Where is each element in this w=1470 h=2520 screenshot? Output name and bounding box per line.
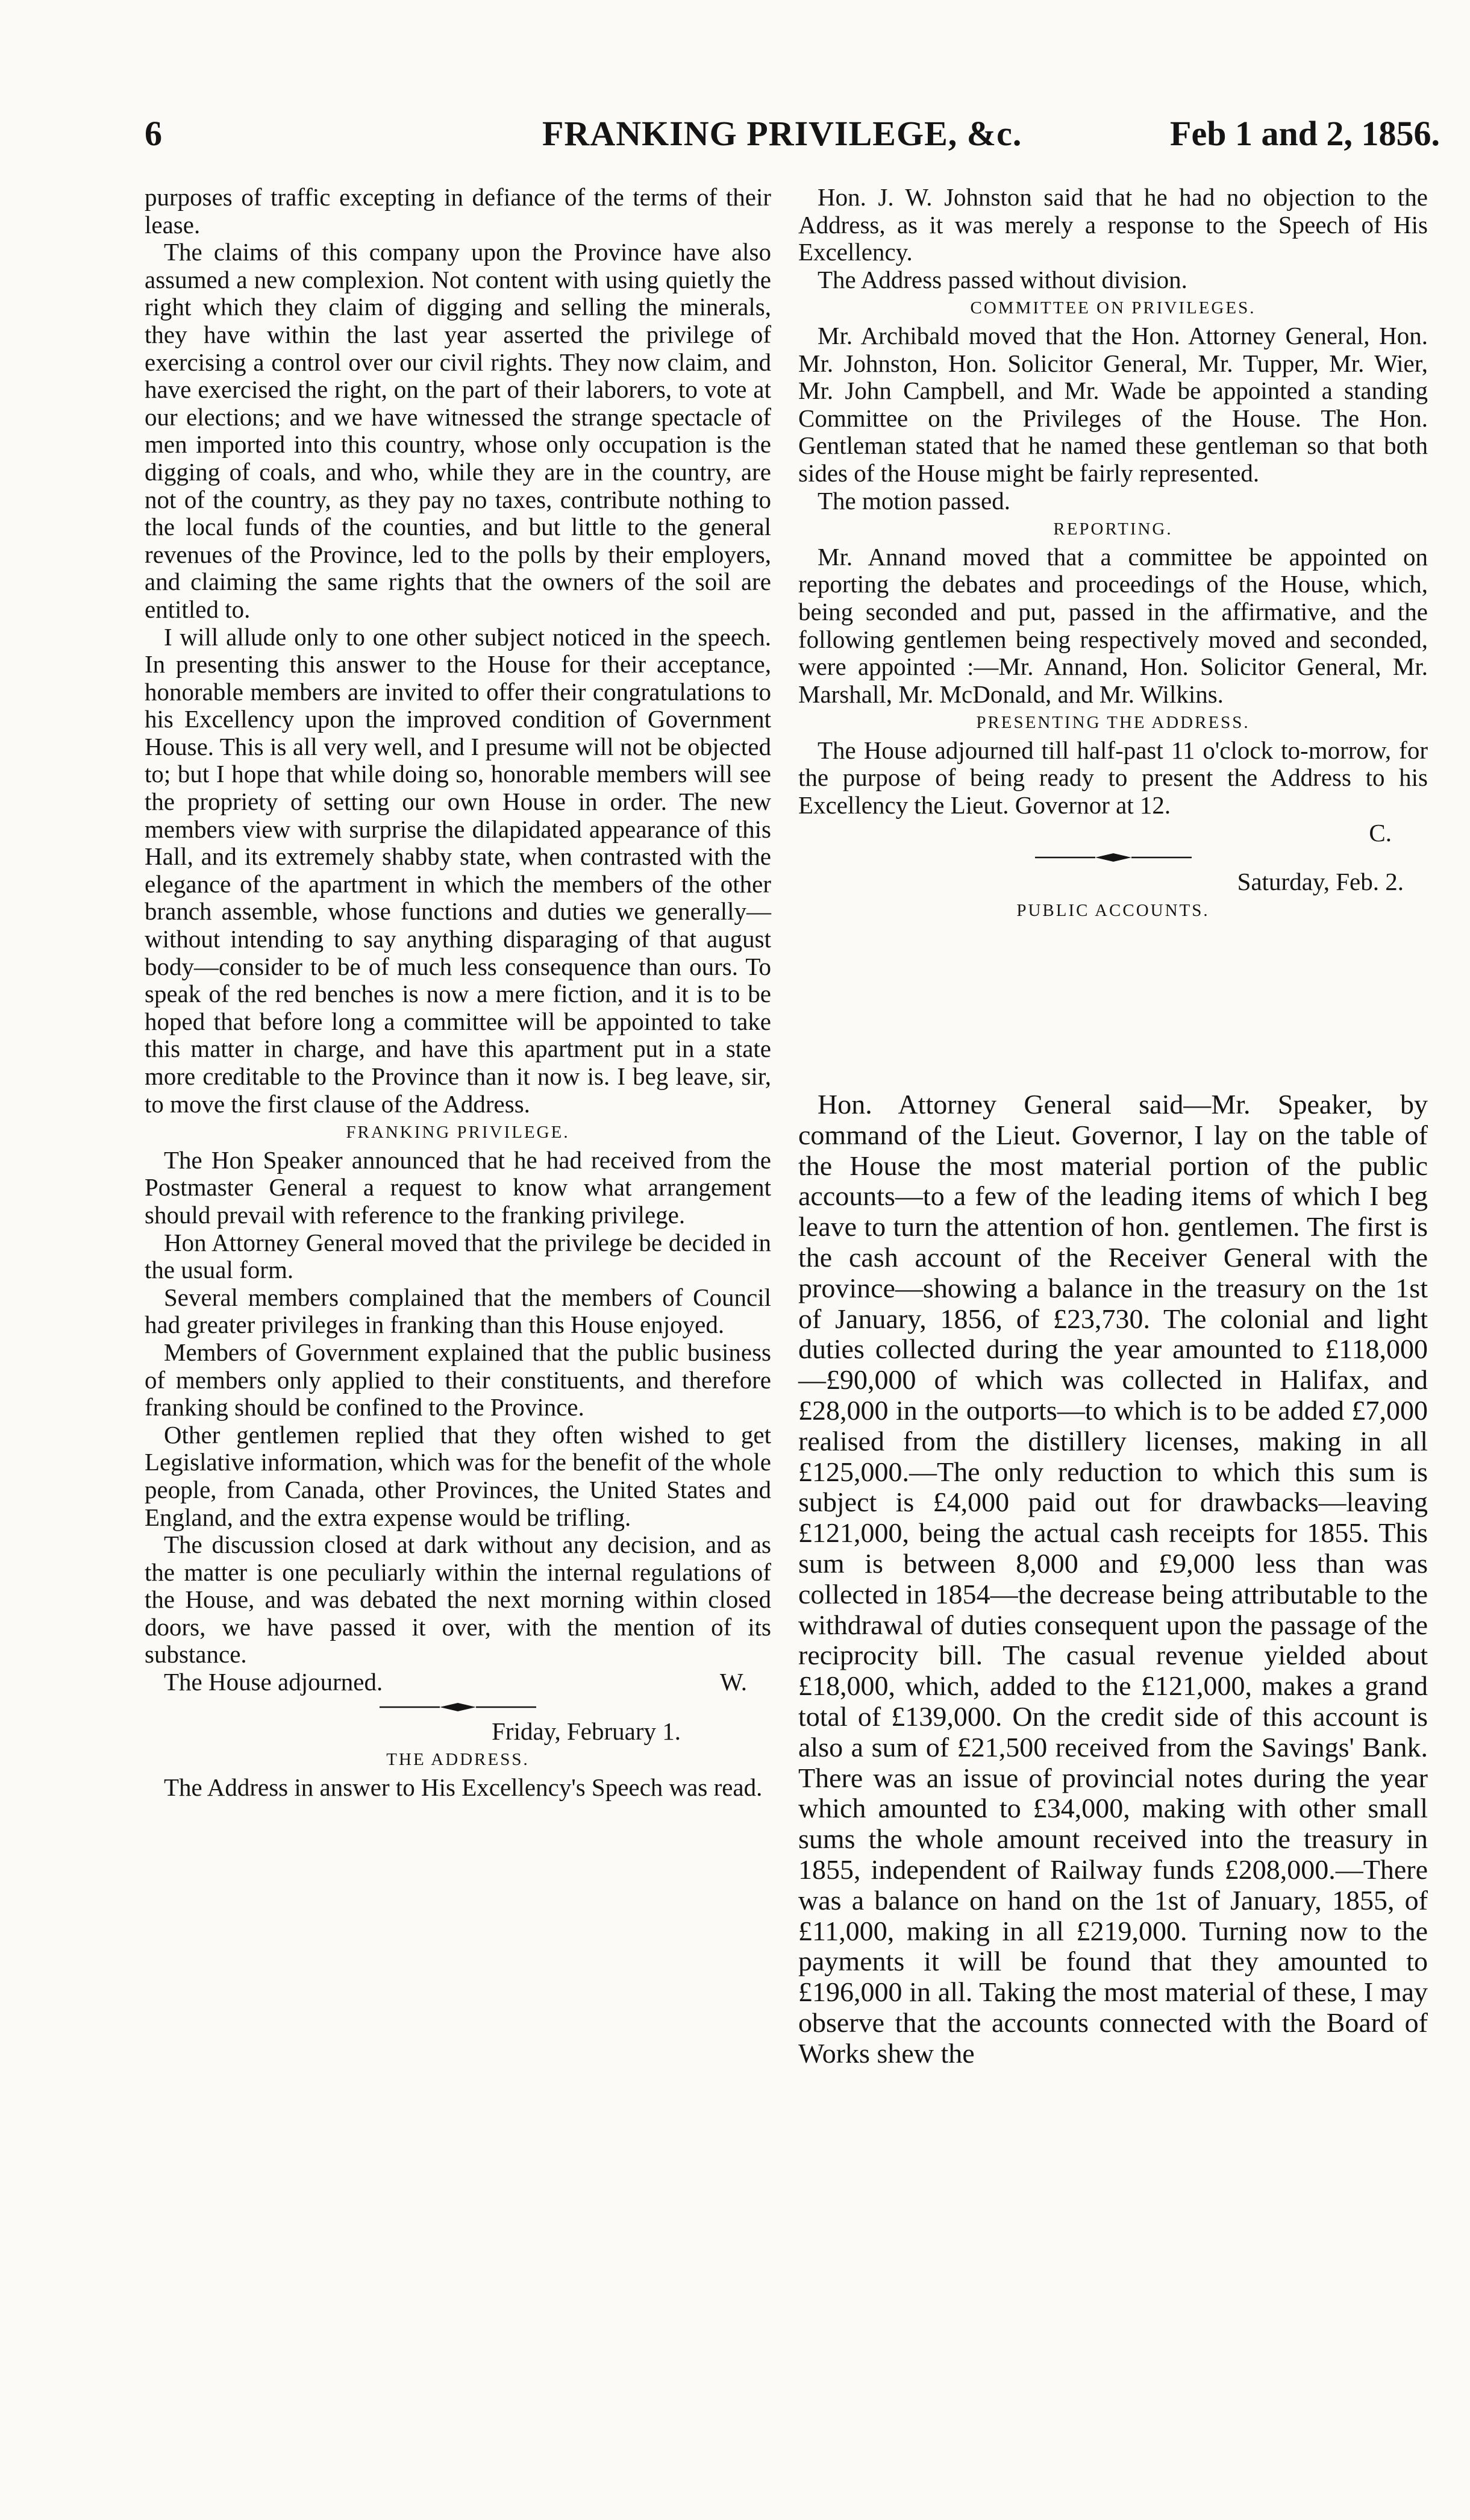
paragraph: The motion passed. (818, 486, 1010, 515)
reporter-initial-line (798, 820, 1428, 847)
paragraph: Hon Attorney General moved that the privilege be decided in the usual form. (145, 1228, 771, 1284)
ornamental-rule (145, 1696, 771, 1718)
section-heading-reporting: REPORTING. (1053, 519, 1173, 539)
ornament-rule-icon (380, 1702, 536, 1712)
paragraph: Hon. J. W. Johnston said that he had no objection to the Address, as it was merely a response to the Speech of His Excellency. (798, 183, 1428, 266)
paragraph: Several members complained that the members of Council had greater privileges in franking than this House enjoyed. (145, 1283, 771, 1339)
reporter-initial: W. (719, 1668, 747, 1696)
paragraph: The House adjourned till half-past 11 o'clock to-morrow, for the purpose of being ready to present the Address to his Excellency the Lieut. Governor at 12. (798, 736, 1428, 820)
paragraph: Hon. Attorney General said—Mr. Speaker, by command of the Lieut. Governor, I lay on the table of the House the most material portion of the public accounts—to a few of the leading items of which I beg leave to turn the attention of hon. gentlemen. The first is the cash account of the Receiver General with the province—showing a balance in the treasury on the 1st of January, 1856, of £23,730. The colonial and light duties collected during the year amounted to £118,000—£90,000 of which was collected in Halifax, and £28,000 in the outports—to which is to be added £7,000 realised from the distillery licenses, making in all £125,000.—The only reduction to which this sum is subject is £4,000 paid out for drawbacks—leaving £121,000, being the actual cash receipts for 1855. This sum is between 8,000 and £9,000 less than was collected in 1854—the decrease being attributable to the withdrawal of duties consequent upon the passage of the reciprocity bill. The casual revenue yielded about £18,000, which, added to the £121,000, makes a grand total of £139,000. On the credit side of this account is also a sum of £21,500 received from the Savings' Bank. There was an issue of provincial notes during the year which amounted to £34,000, making with other small sums the whole amount received into the treasury in 1855, independent of Railway funds £208,000.—There was a balance on hand on the 1st of January, 1855, of £11,000, making in all £219,000. Turning now to the payments it will be found that they amounted to £196,000 in all. Taking the most material of these, I may observe that the accounts connected with the Board of Works shew the (798, 1089, 1428, 2069)
paragraph: The discussion closed at dark without any decision, and as the matter is one peculiarly within the internal regulations of the House, and was debated the next morning within closed doors, we have passed it over, with the mention of its substance. (145, 1531, 771, 1669)
right-column-lower (798, 1089, 1428, 2069)
adjourned-text: The House adjourned. (164, 1668, 383, 1696)
section-heading-franking: FRANKING PRIVILEGE. (346, 1123, 570, 1142)
paragraph: The Hon Speaker announced that he had received from the Postmaster General a request to know what arrangement should prevail with reference to the franking privilege. (145, 1146, 771, 1229)
paragraph: Other gentlemen replied that they often wished to get Legislative information, which was for the benefit of the whole people, from Canada, other Provinces, the United States and England, and the extra expense would be trifling. (145, 1420, 771, 1531)
paragraph: The Address in answer to His Excellency's Speech was read. (164, 1773, 763, 1801)
right-column-upper (798, 184, 1428, 924)
adjournment-line (145, 1669, 771, 1696)
running-title: FRANKING PRIVILEGE, &c. (542, 114, 1022, 153)
header-date: Feb 1 and 2, 1856. (1170, 114, 1440, 153)
section-heading-presenting: PRESENTING THE ADDRESS. (976, 713, 1250, 733)
paragraph: purposes of traffic excepting in defiance of the terms of their lease. (145, 183, 771, 239)
section-heading-committee: COMMITTEE ON PRIVILEGES. (970, 298, 1256, 318)
paragraph: Mr. Annand moved that a committee be appointed on reporting the debates and proceedings of the House, which, being seconded and put, passed in the affirmative, and the following gentlemen being respectively moved and seconded, were appointed :—Mr. Annand, Hon. Solicitor General, Mr. Marshall, Mr. McDonald, and Mr. Wilkins. (798, 542, 1428, 708)
paragraph: The Address passed without division. (818, 265, 1187, 293)
paragraph: I will allude only to one other subject noticed in the speech. In presenting this answer to the House for their acceptance, honorable members are invited to offer their congratulations to his Excellency upon the improved condition of Government House. This is all very well, and I presume will not be objected to; but I hope that while doing so, honorable members will see the propriety of setting our own House in order. The new members view with surprise the dilapidated appearance of this Hall, and its extremely shabby state, when contrasted with the elegance of the apartment in which the members of the other branch assemble, whose functions and duties we generally—without intending to say anything disparaging of that august body—consider to be of much less consequence than ours. To speak of the red benches is now a mere fiction, and it is to be hoped that before long a committee will be appointed to take this matter in charge, and have this apartment put in a state more creditable to the Province than it now is. I beg leave, sir, to move the first clause of the Address. (145, 622, 771, 1118)
section-heading-address: THE ADDRESS. (386, 1750, 530, 1770)
section-heading-public-accounts: PUBLIC ACCOUNTS. (1016, 900, 1210, 920)
page-header (145, 113, 1440, 161)
day-heading-saturday: Saturday, Feb. 2. (1237, 868, 1404, 896)
page-number: 6 (145, 114, 162, 153)
ornament-rule-icon (1035, 853, 1192, 862)
left-column (145, 184, 771, 1801)
paragraph: The claims of this company upon the Province have also assumed a new complexion. Not content with using quietly the right which they claim of digging and selling the minerals, they have within the last year asserted the privilege of exercising a control over our civil rights. They now claim, and have exercised the right, on the part of their laborers, to vote at our elections; and we have witnessed the strange spectacle of men imported into this country, whose only occupation is the digging of coals, and who, while they are in the country, are not of the country, as they pay no taxes, contribute nothing to the local funds of the counties, and but little to the general revenues of the Province, led to the polls by their employers, and claiming the same rights that the owners of the soil are entitled to. (145, 238, 771, 623)
day-heading-friday: Friday, February 1. (492, 1717, 681, 1745)
ornamental-rule (798, 847, 1428, 868)
paragraph: Members of Government explained that the public business of members only applied to their constituents, and therefore franking should be confined to the Province. (145, 1338, 771, 1421)
paragraph: Mr. Archibald moved that the Hon. Attorney General, Hon. Mr. Johnston, Hon. Solicitor General, Mr. Tupper, Mr. Wier, Mr. John Campbell, and Mr. Wade be appointed a standing Committee on the Privileges of the House. The Hon. Gentleman stated that he named these gentleman so that both sides of the House might be fairly represented. (798, 321, 1428, 487)
reporter-initial: C. (1369, 818, 1392, 847)
